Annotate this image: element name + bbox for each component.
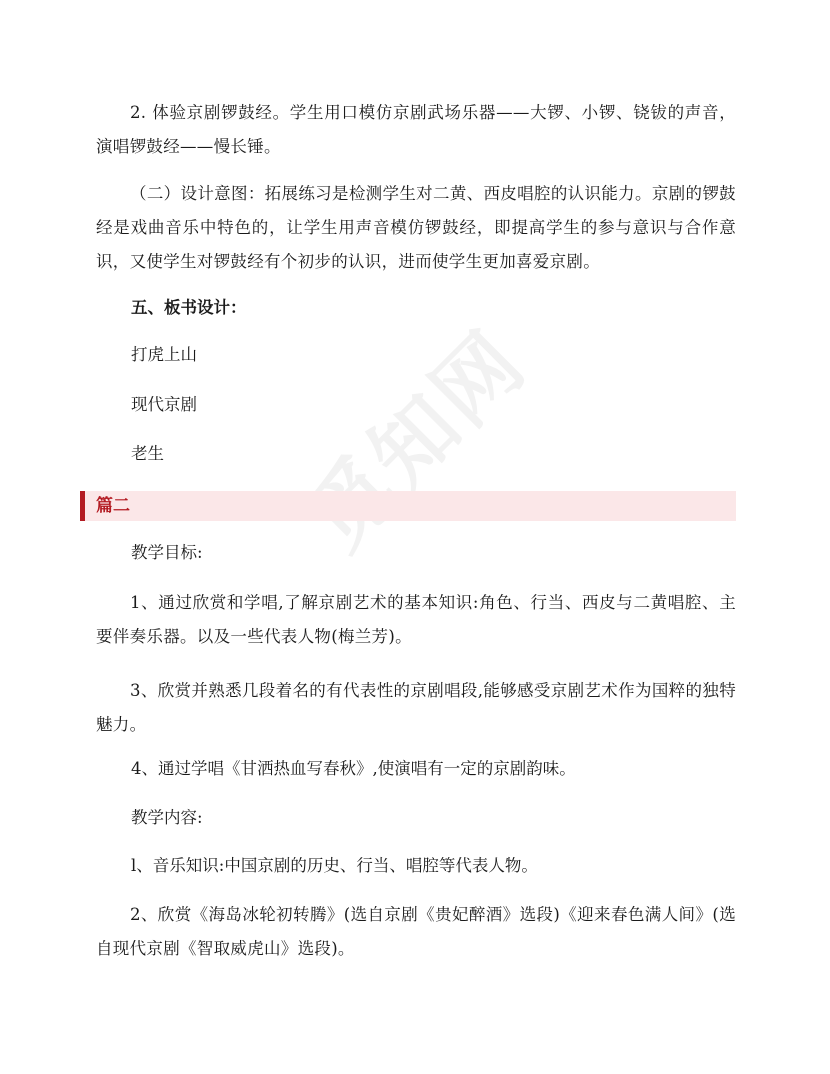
board-item-2: 现代京剧 bbox=[131, 395, 197, 414]
section-title: 篇二 bbox=[96, 496, 130, 516]
paragraph-gong-drum-experience: 2. 体验京剧锣鼓经。学生用口模仿京剧武场乐器——大锣、小锣、铙钹的声音，演唱锣鼓经——慢长锤。 bbox=[96, 103, 736, 156]
goal-item-1: 1、通过欣赏和学唱,了解京剧艺术的基本知识:角色、行当、西皮与二黄唱腔、主要伴奏乐器。以及一些代表人物(梅兰芳)。 bbox=[96, 593, 736, 646]
paragraph-design-intent: （二）设计意图：拓展练习是检测学生对二黄、西皮唱腔的认识能力。京剧的锣鼓经是戏曲音乐中特色的，让学生用声音模仿锣鼓经，即提高学生的参与意识与合作意识，又使学生对锣鼓经有个初步的认识，进而使学生更加喜爱京剧。 bbox=[96, 184, 736, 271]
goal-item-4: 4、通过学唱《甘洒热血写春秋》,使演唱有一定的京剧韵味。 bbox=[131, 759, 576, 778]
content-item-2: 2、欣赏《海岛冰轮初转腾》(选自京剧《贵妃醉酒》选段)《迎来春色满人间》(选自现代京剧《智取威虎山》选段)。 bbox=[96, 905, 736, 958]
content-item-1: l、音乐知识:中国京剧的历史、行当、唱腔等代表人物。 bbox=[131, 856, 538, 875]
section-header-band bbox=[80, 491, 736, 521]
goal-item-3: 3、欣赏并熟悉几段着名的有代表性的京剧唱段,能够感受京剧艺术作为国粹的独特魅力。 bbox=[96, 681, 736, 734]
goals-label: 教学目标: bbox=[131, 543, 203, 562]
heading-board-design: 五、板书设计： bbox=[131, 298, 247, 317]
watermark-text: 觅知网 bbox=[288, 312, 545, 569]
content-label: 教学内容: bbox=[131, 808, 203, 827]
board-item-3: 老生 bbox=[131, 444, 164, 463]
board-item-1: 打虎上山 bbox=[131, 345, 197, 364]
section-header-bar bbox=[80, 491, 85, 521]
